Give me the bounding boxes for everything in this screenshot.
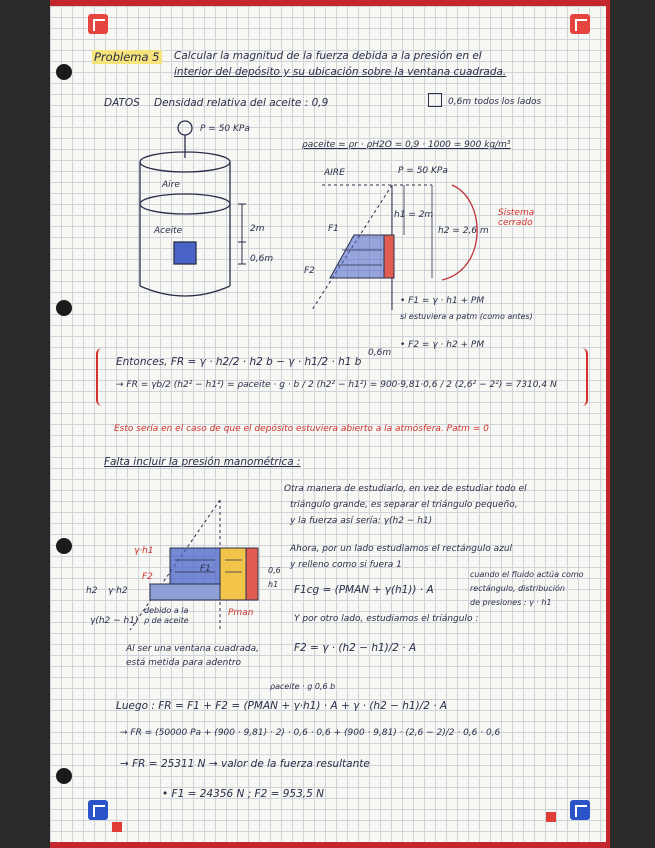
corner-icon-bottom-left [88, 800, 108, 820]
density-formula: ρaceite = ρr · ρH2O = 0,9 · 1000 = 900 kg/m³ [302, 140, 511, 150]
tank-diagram [130, 118, 260, 308]
fcg-note-line1: cuando el fluido actúa como [470, 570, 584, 579]
cube-icon [428, 93, 442, 107]
luego-line4: • F1 = 24356 N ; F2 = 953,5 N [162, 788, 324, 800]
problem-statement-line1: Calcular la magnitud de la fuerza debida a la presión en el [174, 50, 482, 62]
entonces-line1: Entonces, FR = γ · h2/2 · h2 b − γ · h1/2 · h1 b [116, 356, 362, 368]
luego-line2: → FR = (50000 Pa + (900 · 9,81) · 2) · 0,6 · 0,6 + (900 · 9,81) · (2,6 − 2)/2 · 0,6 · 0,6 [120, 728, 501, 738]
diagram2-yh1: γ·h1 [134, 546, 154, 556]
method-line6: Y por otro lado, estudiamos el triángulo : [294, 614, 479, 624]
method-line3: y la fuerza así sería: γ(h2 − h1) [290, 516, 433, 526]
diagram2-f1: F1 [200, 564, 211, 574]
binder-hole [56, 64, 72, 80]
diagram2-dim-06: 0,6 [268, 566, 281, 575]
luego-line1: Luego : FR = F1 + F2 = (PMAN + γ·h1) · A + γ · (h2 − h1)/2 · A [116, 700, 448, 712]
datos-label: DATOS [104, 97, 140, 109]
tank-aire-label: Aire [162, 180, 180, 190]
luego-line3: → FR = 25311 N → valor de la fuerza resultante [120, 758, 370, 770]
diagram1-h1: h1 = 2m [394, 210, 434, 220]
page-bottom-border [50, 842, 610, 848]
window-note-line1: Al ser una ventana cuadrada, [126, 644, 259, 654]
problem-statement-line2: interior del depósito y su ubicación sobre la ventana cuadrada. [174, 66, 507, 78]
f2-triangle-equation: F2 = γ · (h2 − h1)/2 · A [294, 642, 417, 654]
luego-note: ρaceite · g 0,6 b [270, 682, 336, 691]
method-line5: y relleno como si fuera 1 [290, 560, 402, 570]
binder-hole [56, 538, 72, 554]
binder-hole [56, 300, 72, 316]
atmosphere-note: Esto sería en el caso de que el depósito estuviera abierto a la atmósfera. Patm = 0 [114, 424, 489, 434]
method-line1: Otra manera de estudiarlo, en vez de estudiar todo el [284, 484, 527, 494]
diagram2-debido-line1: debido a la [144, 606, 189, 615]
densidad-text: Densidad relativa del aceite : 0,9 [154, 97, 329, 109]
diagram2-yh2: γ·h2 [108, 586, 128, 596]
corner-icon-top-left [88, 14, 108, 34]
red-square-mark [112, 822, 122, 832]
method-line4: Ahora, por un lado estudiamos el rectángulo azul [290, 544, 513, 554]
problem-label: Problema 5 [94, 50, 160, 64]
f1-equation: • F1 = γ · h1 + PM [400, 296, 485, 306]
tank-pressure-label: P = 50 KPa [200, 124, 250, 134]
diagram2-pman: Pman [228, 608, 254, 618]
entonces-b-note: 0,6m [368, 348, 392, 358]
page-top-border [50, 0, 610, 6]
tank-aceite-label: Aceite [154, 226, 183, 236]
corner-icon-top-right [570, 14, 590, 34]
sistema-cerrado-label: Sistema cerrado [498, 208, 535, 228]
diagram2-yh2h1: γ(h2 − h1) [90, 616, 139, 626]
falta-text: Falta incluir la presión manométrica : [104, 456, 301, 468]
diagram1-f1: F1 [328, 224, 339, 234]
fcg-note-line3: de presiones : γ · h1 [470, 598, 552, 607]
window-note-line2: está metida para adentro [126, 658, 242, 668]
diagram1-aire: AIRE [324, 168, 345, 178]
diagram1-h2: h2 = 2,6 m [438, 226, 489, 236]
tank-dim-06: 0,6m [250, 254, 274, 264]
binder-hole [56, 768, 72, 784]
f1cg-equation: F1cg = (PMAN + γ(h1)) · A [294, 584, 434, 596]
entonces-line2: → FR = γb/2 (h2² − h1²) = ρaceite · g · b / 2 (h2² − h1²) = 900·9,81·0,6 / 2 (2,6² − 2²) = 7310,4 N [116, 380, 557, 390]
f2-equation: • F2 = γ · h2 + PM [400, 340, 485, 350]
diagram1-pressure: P = 50 KPa [398, 166, 448, 176]
diagram2-h2: h2 [86, 586, 98, 596]
page-right-border [606, 0, 610, 848]
notebook-page [50, 0, 610, 848]
corner-icon-bottom-right [570, 800, 590, 820]
fcg-note-line2: rectángulo, distribución [470, 584, 565, 593]
diagram2-f2: F2 [142, 572, 153, 582]
red-square-mark [546, 812, 556, 822]
f1-note: si estuviera a patm (como antes) [400, 312, 533, 321]
diagram2-debido-line2: ρ de aceite [144, 616, 189, 625]
tank-dim-2m: 2m [250, 224, 265, 234]
ventana-text: 0,6m todos los lados [448, 97, 542, 107]
method-line2: triángulo grande, es separar el triángulo pequeño, [290, 500, 518, 510]
diagram2-dim-h1: h1 [268, 580, 279, 589]
diagram1-f2: F2 [304, 266, 315, 276]
